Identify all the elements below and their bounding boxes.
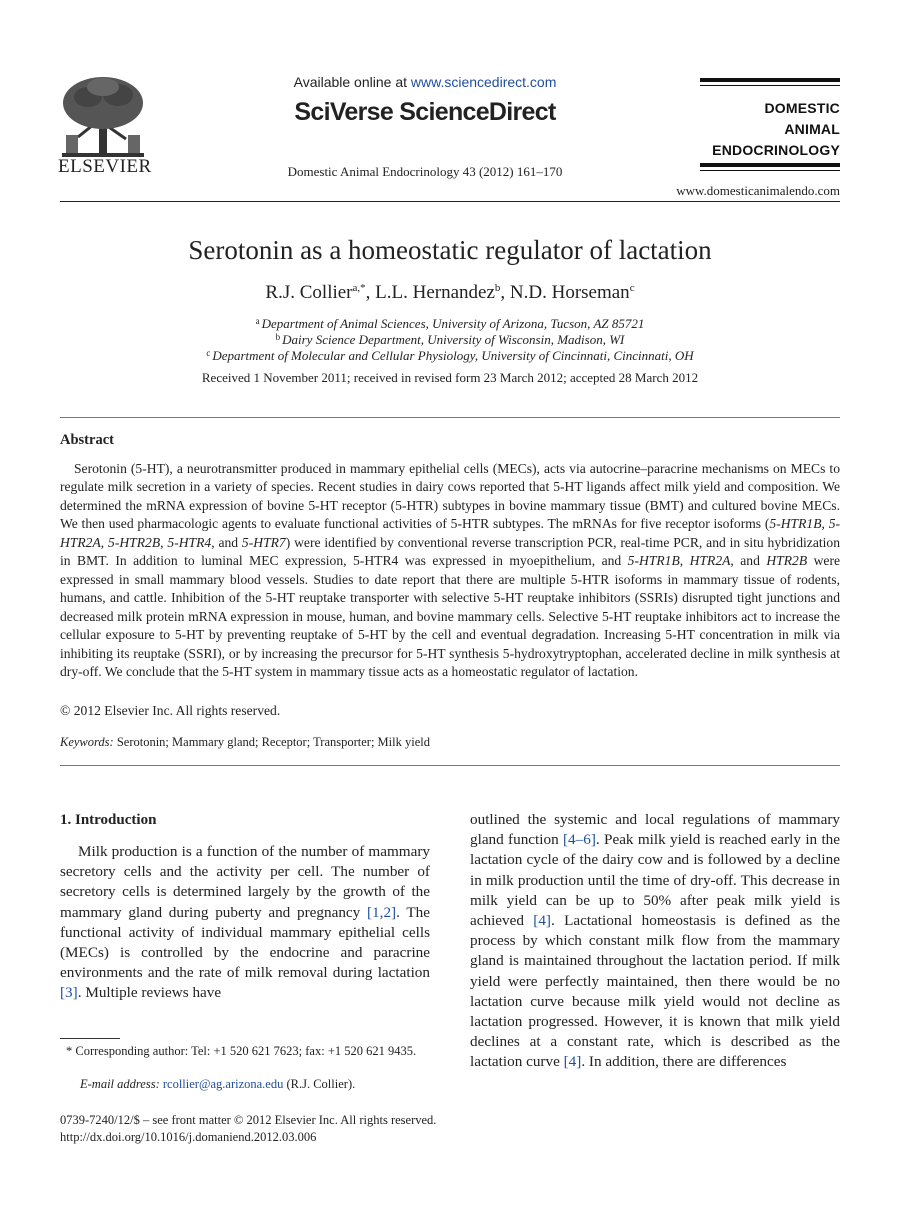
email-link[interactable]: rcollier@ag.arizona.edu	[162, 1077, 284, 1091]
citation-link[interactable]: [4]	[533, 912, 551, 930]
header-divider	[60, 201, 840, 202]
citation-link[interactable]: [1,2]	[367, 903, 397, 921]
abstract-top-rule	[60, 417, 840, 418]
abstract-heading: Abstract	[60, 432, 114, 448]
citation-link[interactable]: [3]	[60, 984, 78, 1002]
available-online: Available online at www.sciencedirect.com	[293, 74, 557, 90]
footnote-rule	[60, 1038, 120, 1039]
journal-rule-bottom	[700, 163, 840, 167]
article-title: Serotonin as a homeostatic regulator of lactation	[188, 235, 712, 265]
affiliation: $^a$ Department of Animal Sciences, University of Arizona, Tucson, AZ 85721	[255, 316, 645, 331]
author-name[interactable]: R.J. Collier	[265, 282, 353, 303]
journal-name: DOMESTIC ANIMAL ENDOCRINOLOGY	[712, 100, 840, 158]
doi-link[interactable]: http://dx.doi.org/10.1016/j.domaniend.2012.03.006	[60, 1130, 317, 1144]
journal-rule-bottom-thin	[700, 170, 840, 171]
affiliation: $^b$ Dairy Science Department, University of Wisconsin, Madison, WI	[275, 332, 625, 347]
sciverse-brand: SciVerse ScienceDirect	[294, 98, 556, 126]
affiliation: $^c$ Department of Molecular and Cellular Physiology, University of Cincinnati, Cincinnati, OH	[206, 348, 694, 363]
received-dates: Received 1 November 2011; received in revised form 23 March 2012; accepted 28 March 2012	[201, 370, 699, 385]
abstract-copyright: © 2012 Elsevier Inc. All rights reserved.	[60, 703, 281, 718]
abstract-body: Serotonin (5-HT), a neurotransmitter produced in mammary epithelial cells (MECs), acts via autocrine–paracrine mechanisms on MECs to regulate milk secretion in a variety of species. Recent studies in dairy cows reported that 5-HT ligands affect milk yield and composition. We determined the mRNA expression of bovine 5-HT receptor (5-HTR) subtypes in bovine mammary tissue (BMT) and cultured bovine MECs. We then used pharmacologic agents to evaluate functional activities of 5-HTR subtypes. The mRNAs for five receptor isoforms (5-HTR1B, 5-HTR2A, 5-HTR2B, 5-HTR4, and 5-HTR7) were identified by conventional reverse transcription PCR, real-time PCR, and in situ hybridization in BMT. In addition to luminal MEC expression, 5-HTR4 was expressed in myoepithelium, and 5-HTR1B, HTR2A, and HTR2B were expressed in small mammary blood vessels. Studies to date report that there are multiple 5-HTR isoforms in mammary tissue of rodents, humans, and cattle. Inhibition of the 5-HT reuptake transporter with selective 5-HT reuptake inhibitors (SSRIs) disrupted tight junctions and decreased milk protein mRNA expression in mouse, human, and bovine mammary cells. Selective 5-HT reuptake inhibitors act to increase the cellular exposure to 5-HT by preventing reuptake of 5-HT by the cell and eventual degradation. Increasing 5-HT concentration in milk via inhibiting its reuptake (SSRI), or by increasing the precursor for 5-HT synthesis 5-hydroxytryptophan, accelerated decline in milk synthesis at dry-off. We conclude that the 5-HT system in mammary tissue acts as a homeostatic regulator of lactation.	[60, 461, 841, 679]
publisher-wordmark: ELSEVIER	[58, 156, 152, 177]
journal-rule-top-thin	[700, 85, 840, 86]
corresponding-author-note: * Corresponding author: Tel: +1 520 621 7623; fax: +1 520 621 9435.	[66, 1044, 417, 1058]
citation-link[interactable]: [4–6]	[562, 831, 596, 849]
author-name[interactable]: L.L. Hernandez	[375, 282, 495, 303]
keywords: Keywords: Serotonin; Mammary gland; Receptor; Transporter; Milk yield	[60, 735, 430, 749]
section-heading-introduction: 1. Introduction	[60, 812, 157, 828]
body-column-left: Milk production is a function of the number of mammary secretory cells and the activity per cell. The number of secretory cells is determined largely by the growth of the mammary gland during puberty and pregnancy [1,2]. The functional activity of individual mammary epithelial cells (MECs) is controlled by the endocrine and paracrine environments and the rate of milk removal during lactation [3]. Multiple reviews have	[60, 843, 430, 1002]
journal-rule-top	[700, 78, 840, 82]
author-list: R.J. Collier$^{a,*}$, L.L. Hernandez$^b$, N.D. Horseman$^c$	[265, 282, 635, 303]
abstract-bottom-rule	[60, 765, 840, 766]
front-matter: 0739-7240/12/$ – see front matter © 2012 Elsevier Inc. All rights reserved.	[60, 1113, 437, 1127]
journal-citation: Domestic Animal Endocrinology 43 (2012) 161–170	[287, 164, 563, 179]
citation-link[interactable]: [4]	[563, 1053, 582, 1071]
sciencedirect-link[interactable]: www.sciencedirect.com	[410, 74, 557, 90]
email-note: E-mail address: rcollier@ag.arizona.edu (R.J. Collier).	[80, 1077, 356, 1091]
body-column-right: outlined the systemic and local regulations of mammary gland function [4–6]. Peak milk yield is reached early in the lactation cycle of the dairy cow and is followed by a decline in milk production until the time of dry-off. This decrease in milk yield can be up to 50% after peak milk yield is achieved [4]. Lactational homeostasis is defined as the process by which constant milk flow from the mammary gland is maintained throughout the lactation period. If milk yield were perfectly maintained, then there would be no lactation curve because milk yield would not decline as lactation progressed. However, it is known that milk yield declines at a constant rate, which is described as the lactation curve [4]. In addition, there are differences	[470, 811, 840, 1071]
journal-url[interactable]: www.domesticanimalendo.com	[676, 183, 840, 198]
author-name[interactable]: N.D. Horseman	[509, 282, 630, 303]
